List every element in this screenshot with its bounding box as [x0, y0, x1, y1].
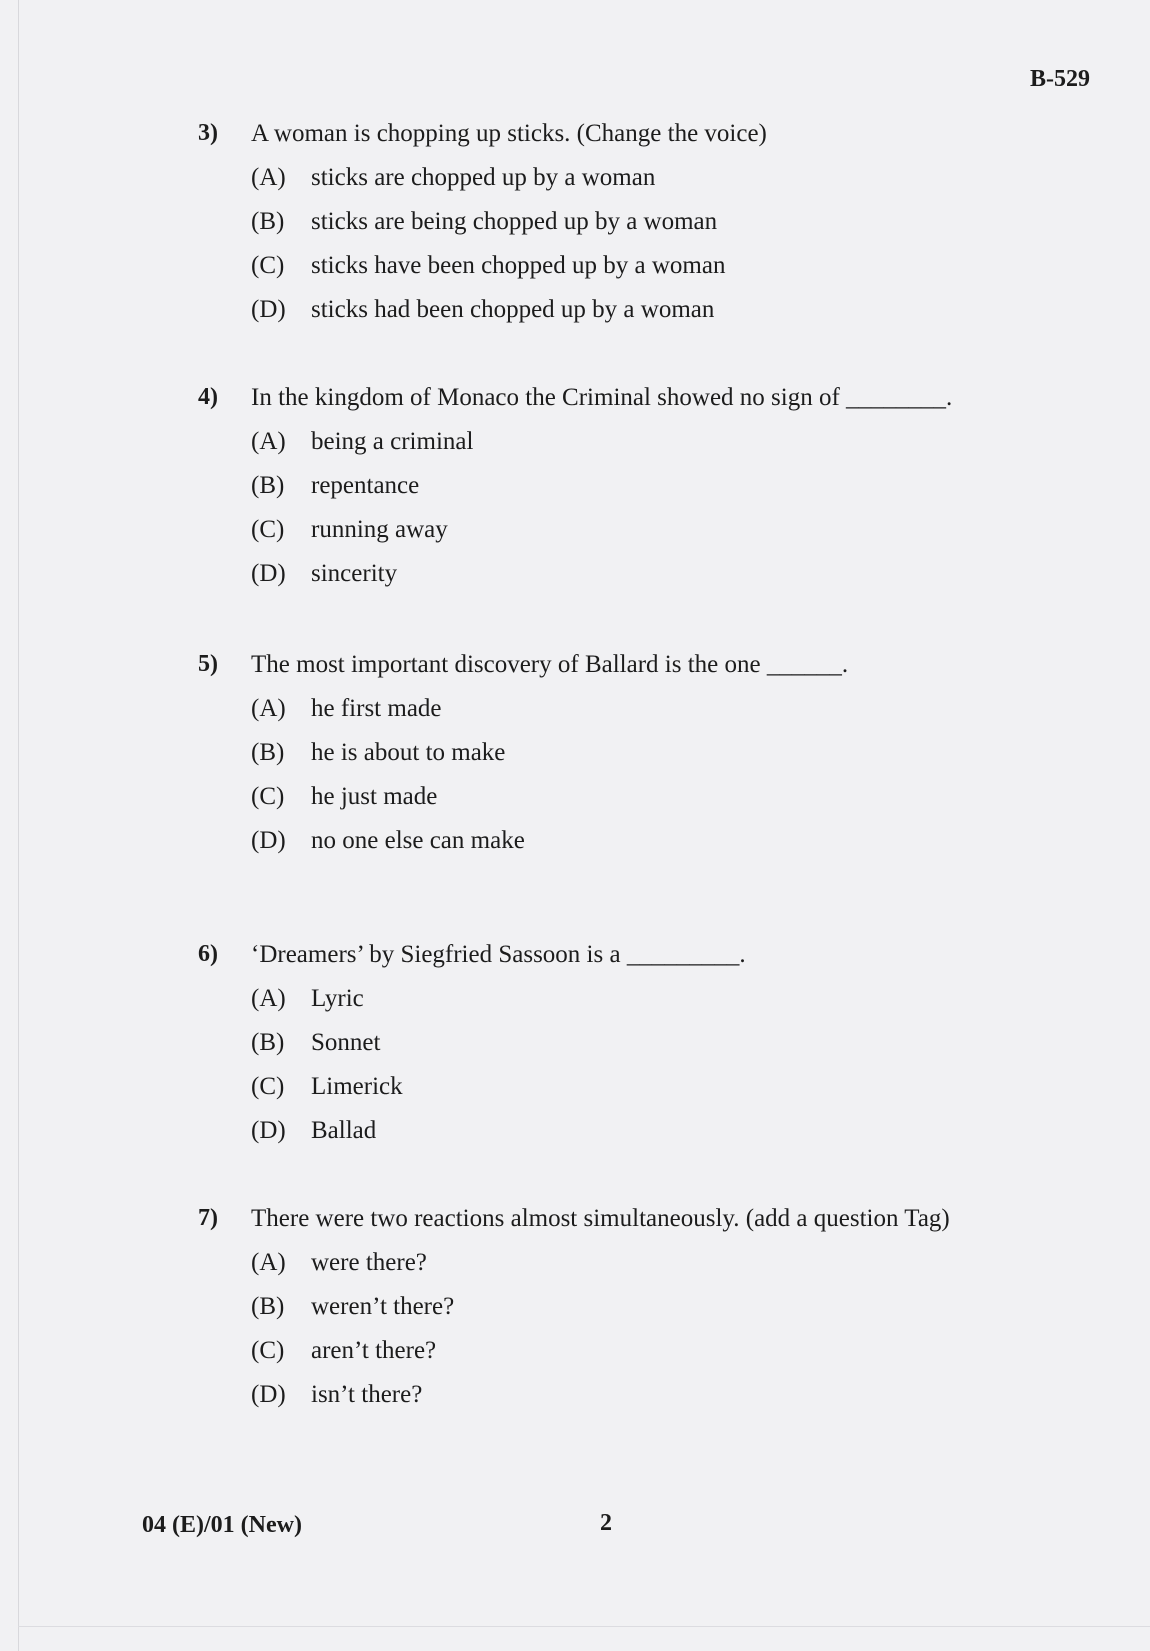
- question-text: In the kingdom of Monaco the Criminal showed no sign of ________.: [251, 384, 953, 411]
- option-letter: (A): [251, 695, 286, 722]
- paper-code-header: B-529: [1030, 66, 1090, 92]
- option-d: [251, 1117, 376, 1147]
- option-a: [251, 695, 442, 725]
- option-c: [251, 252, 725, 282]
- option-letter: (D): [251, 560, 286, 587]
- option-text: sticks are being chopped up by a woman: [311, 208, 718, 235]
- option-letter: (D): [251, 296, 286, 323]
- option-letter: (A): [251, 428, 286, 455]
- option-letter: (C): [251, 1337, 285, 1364]
- option-c: [251, 516, 448, 546]
- option-text: aren’t there?: [311, 1337, 437, 1364]
- question-number: 6): [198, 941, 218, 967]
- question-number: 5): [198, 651, 218, 677]
- option-a: [251, 985, 364, 1015]
- option-c: [251, 1073, 403, 1103]
- option-letter: (C): [251, 252, 285, 279]
- page-edge: [18, 0, 19, 1651]
- option-text: being a criminal: [311, 428, 474, 455]
- option-text: running away: [311, 516, 448, 543]
- question-text: A woman is chopping up sticks. (Change the voice): [251, 120, 767, 147]
- question-number: 4): [198, 384, 218, 410]
- option-d: [251, 827, 525, 857]
- option-b: [251, 1293, 454, 1323]
- option-text: sticks have been chopped up by a woman: [311, 252, 726, 279]
- option-d: [251, 296, 714, 326]
- option-letter: (B): [251, 1293, 285, 1320]
- option-text: he is about to make: [311, 739, 506, 766]
- option-letter: (D): [251, 827, 286, 854]
- option-letter: (C): [251, 516, 285, 543]
- question-text: There were two reactions almost simultaneously. (add a question Tag): [251, 1205, 950, 1232]
- option-text: he first made: [311, 695, 442, 722]
- option-text: Sonnet: [311, 1029, 381, 1056]
- question-text: ‘Dreamers’ by Siegfried Sassoon is a _________.: [251, 941, 746, 968]
- option-letter: (C): [251, 783, 285, 810]
- option-text: Lyric: [311, 985, 364, 1012]
- option-letter: (A): [251, 164, 286, 191]
- option-b: [251, 208, 717, 238]
- option-letter: (B): [251, 739, 285, 766]
- option-letter: (D): [251, 1381, 286, 1408]
- option-c: [251, 783, 437, 813]
- option-letter: (A): [251, 1249, 286, 1276]
- option-text: Limerick: [311, 1073, 403, 1100]
- question-text: The most important discovery of Ballard is the one ______.: [251, 651, 849, 678]
- option-b: [251, 739, 505, 769]
- option-letter: (A): [251, 985, 286, 1012]
- option-text: sticks are chopped up by a woman: [311, 164, 656, 191]
- question-number: 7): [198, 1205, 218, 1231]
- option-text: sticks had been chopped up by a woman: [311, 296, 715, 323]
- option-c: [251, 1337, 436, 1367]
- page-number: 2: [600, 1510, 612, 1536]
- option-text: weren’t there?: [311, 1293, 455, 1320]
- option-text: no one else can make: [311, 827, 525, 854]
- paper-code-footer: 04 (E)/01 (New): [142, 1512, 302, 1538]
- option-a: [251, 164, 655, 194]
- option-text: isn’t there?: [311, 1381, 423, 1408]
- option-letter: (B): [251, 208, 285, 235]
- option-d: [251, 1381, 422, 1411]
- option-letter: (C): [251, 1073, 285, 1100]
- page-bottom-edge: [18, 1626, 1150, 1627]
- option-b: [251, 472, 419, 502]
- option-b: [251, 1029, 380, 1059]
- option-a: [251, 428, 473, 458]
- option-text: repentance: [311, 472, 420, 499]
- option-letter: (B): [251, 472, 285, 499]
- option-a: [251, 1249, 427, 1279]
- option-text: Ballad: [311, 1117, 377, 1144]
- option-text: sincerity: [311, 560, 398, 587]
- question-number: 3): [198, 120, 218, 146]
- option-text: were there?: [311, 1249, 427, 1276]
- option-d: [251, 560, 397, 590]
- option-letter: (B): [251, 1029, 285, 1056]
- option-text: he just made: [311, 783, 438, 810]
- option-letter: (D): [251, 1117, 286, 1144]
